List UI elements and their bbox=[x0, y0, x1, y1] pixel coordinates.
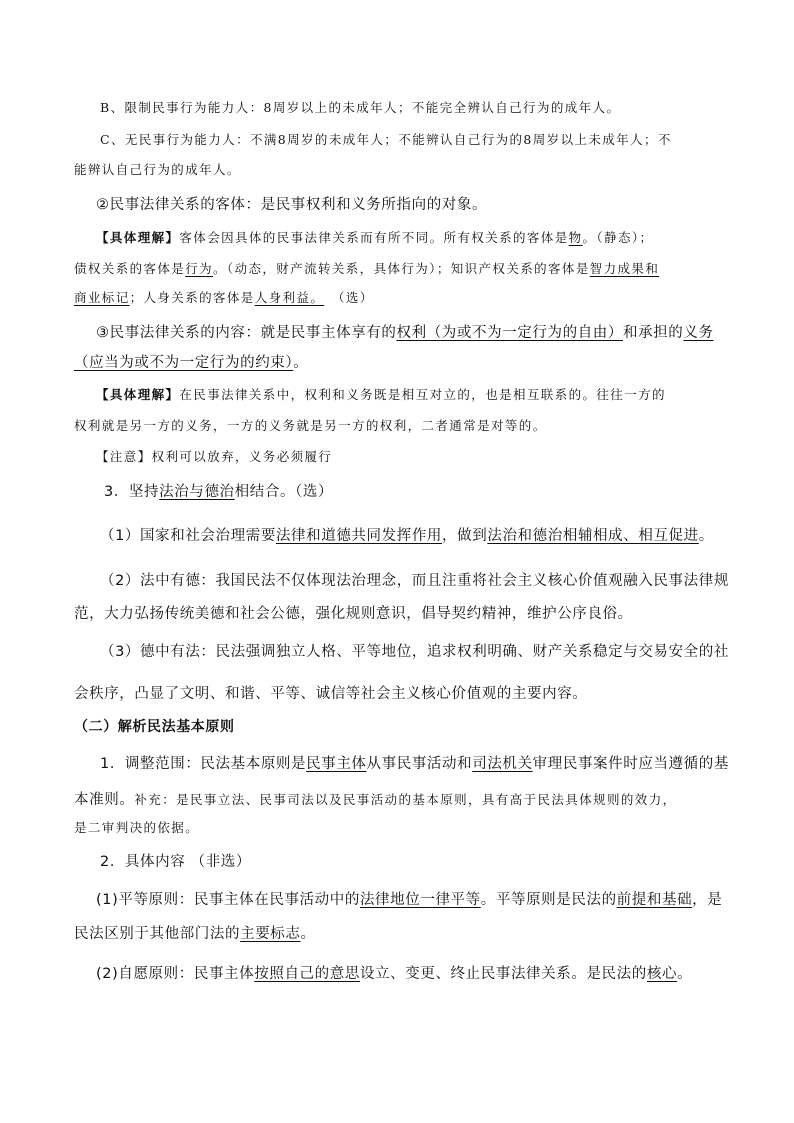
text-span: 1．调整范围：民法基本原则是 bbox=[100, 756, 307, 772]
text-span: 补充：是民事立法、民事司法以及民事活动的基本原则，具有高于民法具体规则的效力， bbox=[134, 792, 677, 807]
text-line bbox=[100, 752, 729, 773]
text-span: 【注意】权利可以放弃，义务必须履行 bbox=[96, 449, 333, 464]
text-span: 2．具体内容 （非选） bbox=[100, 854, 251, 870]
text-span: 范，大力弘扬传统美德和社会公德，强化规则意识，倡导契约精神，维护公序良俗。 bbox=[74, 606, 633, 622]
underlined-term: 法治与德治 bbox=[159, 484, 235, 500]
underlined-term: 行为 bbox=[185, 261, 214, 276]
text-line bbox=[74, 259, 659, 277]
text-span: 权利就是另一方的义务，一方的义务就是另一方的权利，二者通常是对等的。 bbox=[74, 418, 547, 433]
underlined-term: 智力成果和 bbox=[589, 261, 660, 276]
text-line bbox=[74, 160, 241, 178]
text-line bbox=[104, 480, 333, 501]
text-span: 。平等原则是民法的 bbox=[480, 892, 617, 908]
text-span: 债权关系的客体是 bbox=[74, 261, 186, 276]
text-line bbox=[96, 385, 666, 403]
text-span: 会秩序，凸显了文明、和谐、平等、诚信等社会主义核心价值观的主要内容。 bbox=[74, 686, 588, 702]
underlined-term: 主要标志 bbox=[240, 926, 301, 942]
text-span: 。 bbox=[698, 528, 714, 544]
text-line bbox=[74, 922, 316, 943]
text-span: ，是 bbox=[692, 892, 723, 908]
text-line bbox=[74, 416, 547, 434]
text-span: 是二审判决的依据。 bbox=[74, 820, 200, 835]
underlined-term: 物 bbox=[568, 230, 583, 245]
text-span: （2）法中有德：我国民法不仅体现法治理念，而且注重将社会主义核心价值观融入民事法律规 bbox=[100, 573, 729, 589]
text-line bbox=[100, 569, 729, 590]
underlined-term: 法治和德治相辅相成、相互促进 bbox=[487, 528, 699, 544]
text-span: （二）解析民法基本原则 bbox=[74, 719, 235, 735]
underlined-term: 义务 bbox=[683, 325, 714, 341]
text-span: (1)平等原则：民事主体在民事活动中的 bbox=[96, 892, 360, 908]
text-line bbox=[100, 130, 672, 148]
text-span: （3）德中有法：民法强调独立人格、平等地位，追求权利明确、财产关系稳定与交易安全的社 bbox=[100, 644, 729, 660]
text-line bbox=[100, 850, 251, 871]
text-span: ②民事法律关系的客体：是民事权利和义务所指向的对象。 bbox=[96, 197, 488, 213]
text-span: 从事民事活动和 bbox=[366, 756, 473, 772]
text-span: 。 bbox=[300, 926, 316, 942]
underlined-term: 核心 bbox=[646, 966, 678, 982]
text-span: 。 bbox=[677, 966, 693, 982]
text-span: 。（动态，财产流转关系，具体行为）；知识产权关系的客体是 bbox=[213, 261, 590, 276]
text-line bbox=[74, 788, 677, 809]
text-span: （选） bbox=[338, 290, 374, 305]
text-line bbox=[96, 228, 653, 246]
text-span: 审理民事案件时应当遵循的基 bbox=[532, 756, 729, 772]
underlined-term: 法律地位一律平等 bbox=[359, 892, 481, 908]
text-span: 本准则。 bbox=[74, 792, 135, 808]
section-heading bbox=[74, 716, 235, 736]
section-label: 【具体理解】 bbox=[96, 230, 180, 245]
text-span: ③民事法律关系的内容：就是民事主体享有的 bbox=[96, 325, 397, 341]
text-span: 客体会因具体的民事法律关系而有所不同。所有权关系的客体是 bbox=[179, 230, 569, 245]
text-line bbox=[96, 321, 714, 342]
text-span: 。 bbox=[293, 355, 309, 371]
text-line bbox=[74, 602, 633, 623]
text-span: B、限制民事行为能力人：8周岁以上的未成年人；不能完全辨认自己行为的成年人。 bbox=[100, 100, 621, 115]
text-line bbox=[74, 288, 374, 306]
text-span: （1）国家和社会治理需要 bbox=[100, 528, 276, 544]
text-span: 相结合。（选） bbox=[234, 484, 334, 500]
text-span: 民法区别于其他部门法的 bbox=[74, 926, 241, 942]
text-line bbox=[96, 962, 692, 983]
text-span: 在民事法律关系中，权利和义务既是相互对立的，也是相互联系的。往往一方的 bbox=[179, 387, 666, 402]
underlined-term: 民事主体 bbox=[306, 756, 367, 772]
text-line bbox=[74, 682, 587, 703]
underlined-term: 司法机关 bbox=[472, 756, 533, 772]
text-line bbox=[96, 447, 332, 465]
underlined-term: 前提和基础 bbox=[616, 892, 693, 908]
text-span: C、无民事行为能力人：不满8周岁的未成年人；不能辨认自己行为的8周岁以上未成年人；不 bbox=[100, 132, 672, 147]
text-span: 设立、变更、终止民事法律关系。是民法的 bbox=[359, 966, 647, 982]
text-span: 。（静态）； bbox=[582, 230, 654, 245]
text-span: 能辨认自己行为的成年人。 bbox=[74, 162, 241, 177]
text-line bbox=[100, 98, 620, 116]
underlined-term: 人身利益。 bbox=[254, 290, 325, 305]
text-line bbox=[100, 640, 729, 661]
text-span: ；人身关系的客体是 bbox=[129, 290, 255, 305]
text-span: 3．坚持 bbox=[104, 484, 160, 500]
underlined-term: 按照自己的意思 bbox=[254, 966, 360, 982]
underlined-term: 商业标记 bbox=[74, 290, 130, 305]
text-span: 和承担的 bbox=[623, 325, 684, 341]
text-span: (2)自愿原则：民事主体 bbox=[96, 966, 255, 982]
text-line bbox=[96, 888, 722, 909]
text-line bbox=[96, 193, 487, 214]
underlined-term: 权利（为或不为一定行为的自由） bbox=[396, 325, 623, 341]
text-line bbox=[74, 818, 199, 836]
text-span: ，做到 bbox=[442, 528, 488, 544]
text-line bbox=[74, 351, 308, 372]
underlined-term: 法律和道德共同发挥作用 bbox=[275, 528, 443, 544]
section-label: 【具体理解】 bbox=[96, 387, 180, 402]
text-line bbox=[100, 524, 714, 545]
underlined-term: （应当为或不为一定行为的约束） bbox=[74, 355, 294, 371]
